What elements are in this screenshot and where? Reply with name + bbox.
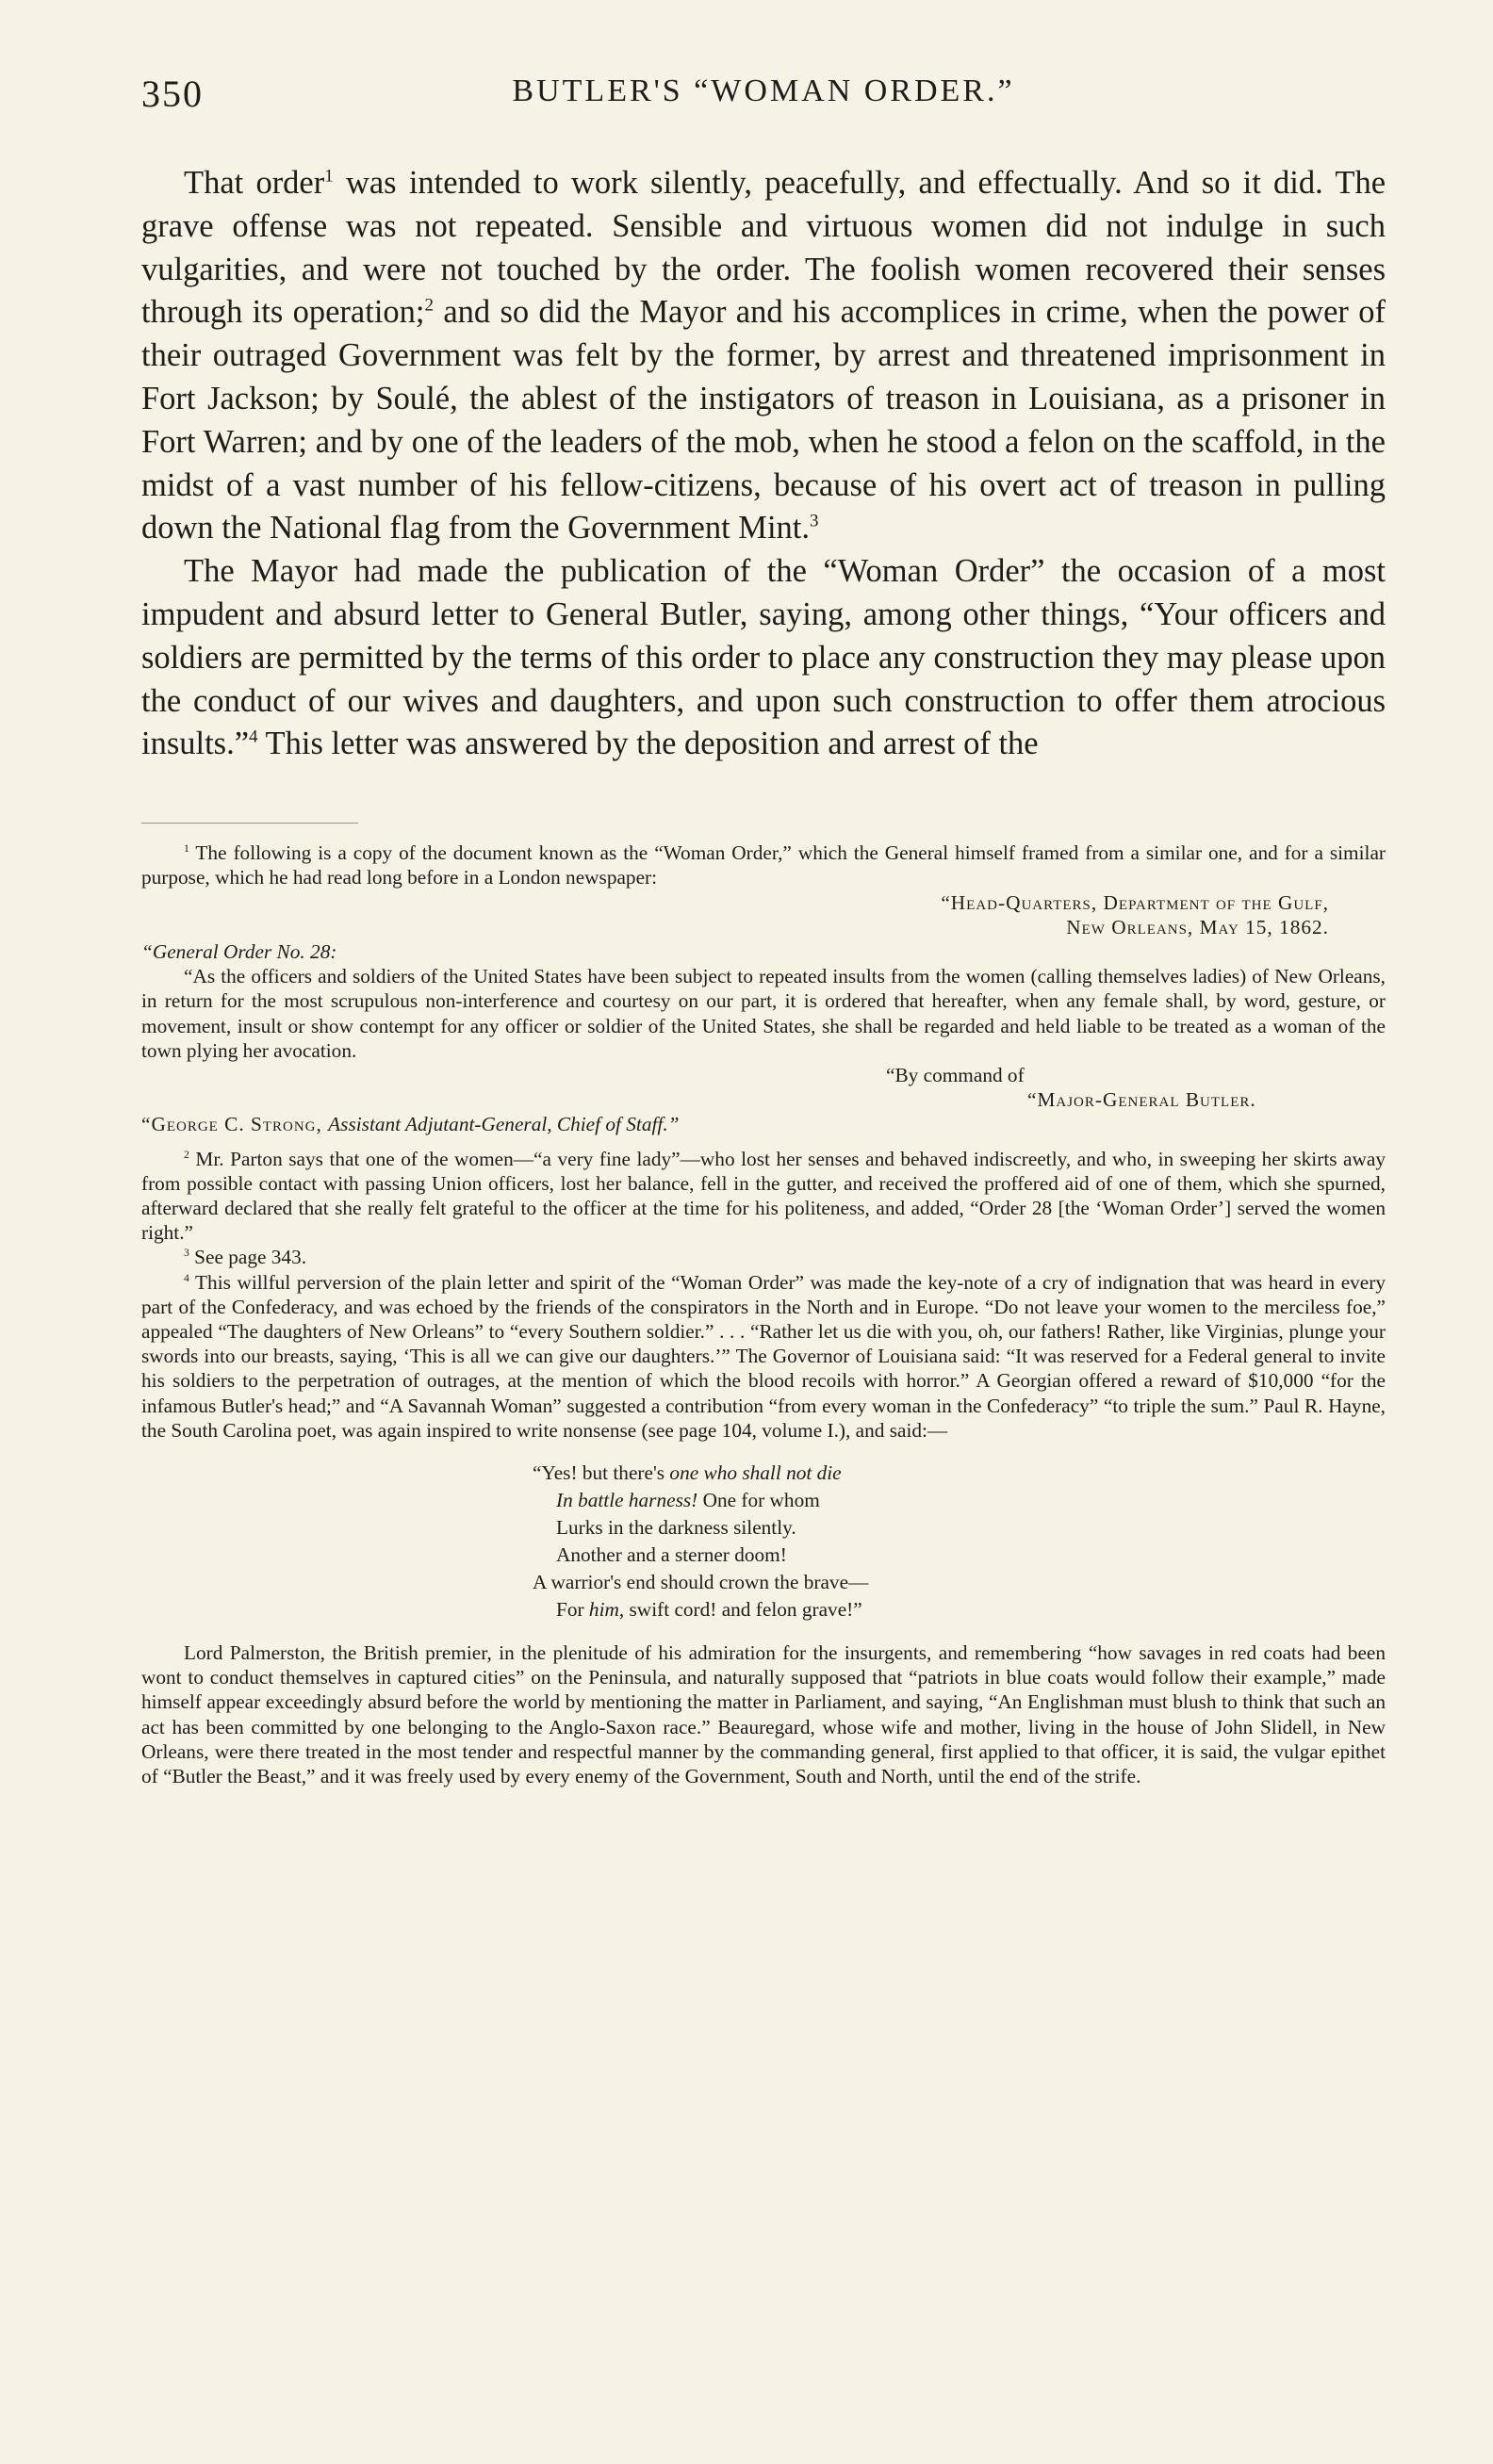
text-run: one who shall not die — [669, 1461, 842, 1485]
footnote-text: This willful perversion of the plain letter and spirit of the “Woman Order” was made the key-note of a cry of indignation that was heard in every part of the Confederacy, and was echoed by the friends of the conspirators in the North and in Europe. “Do not leave your women to the merciless foe,” appealed “The daughters of New Orleans” to “every Southern soldier.” . . . “Rather let us die with you, oh, our fathers! Rather, like Virginias, plunge your swords into our breasts, saying, ‘This is all we can give our daughters.’” The Governor of Louisiana said: “It was reserved for a Federal general to invite his soldiers to the perpetration of outrages, at the mention of which the blood recoils with horror.” A Georgian offered a reward of $10,000 “for the infamous Butler's head;” and “A Savannah Woman” suggested a contribution “from every woman in the Confederacy” “to triple the sum.” Paul R. Hayne, the South Carolina poet, was again inspired to write nonsense (see page 104, volume I.), and said:— — [141, 1270, 1386, 1442]
text-run: him — [588, 1598, 619, 1622]
by-command: “By command of — [886, 1063, 1025, 1086]
poem-line — [533, 1460, 1386, 1487]
text-run: was intended to work silently, peacefully, and effectually. And so it did. The grave offense was not repeated. Sensible and virtuous women did not indulge in such vulgarities, and were not touched by the order. The foolish women recovered their senses through its operation; — [141, 165, 1386, 331]
signer: “Major-General Butler. — [1027, 1088, 1256, 1112]
strong-title: Assistant Adjutant-General, Chief of Staff.” — [328, 1113, 680, 1136]
text-run: “Yes! but there's — [533, 1461, 670, 1485]
palmerston-paragraph: Lord Palmerston, the British premier, in the plenitude of his admiration for the insurgents, and remembering “how savages in red coats had been wont to conduct themselves in captured cities” on the Peninsula, and naturally supposed that “patriots in blue coats would follow their example,” made himself appear exceedingly absurd before the world by mentioning the matter in Parliament, and saying, “An Englishman must blush to think that such an act has been committed by one belonging to the Anglo-Saxon race.” Beauregard, whose wife and mother, living in the house of John Slidell, in New Orleans, were there treated in the most tender and respectful manner by the commanding general, first applied to that officer, it is said, the vulgar epithet of “Butler the Beast,” and it was freely used by every enemy of the Government, South and North, until the end of the strife. — [141, 1641, 1386, 1788]
text-run: This letter was answered by the deposition and arrest of the — [257, 726, 1039, 762]
poem — [533, 1460, 1386, 1624]
book-page — [141, 66, 1386, 1788]
footnote-mark: 3 — [184, 1247, 189, 1260]
strong-signature — [141, 1112, 1386, 1136]
footnote-mark: 4 — [184, 1271, 189, 1284]
poem-line — [533, 1596, 1386, 1624]
poem-line — [533, 1487, 1386, 1514]
strong-name: “George C. Strong, — [141, 1113, 329, 1136]
hq-line-2: New Orleans, May 15, 1862. — [1066, 915, 1329, 938]
footnote-2 — [141, 1147, 1386, 1246]
footnote-text: See page 343. — [189, 1246, 307, 1269]
text-run: The Mayor had made the publication of the “Woman Order” the occasion of a most impudent and absurd letter to General Butler, saying, among other things, “Your officers and soldiers are permitted by the terms of this order to place any construction they may please upon the conduct of our wives and daughters, and upon such construction to offer them atrocious insults.” — [141, 553, 1386, 762]
text-run: That order — [184, 165, 325, 201]
page-number: 350 — [141, 73, 204, 115]
hq-line-1: “Head-Quarters, Department of the Gulf, — [941, 890, 1329, 914]
running-head — [141, 66, 1386, 122]
footnote-1 — [141, 840, 1386, 889]
footnote-4 — [141, 1270, 1386, 1443]
order-text: “As the officers and soldiers of the United States have been subject to repeated insults from the women (calling themselves ladies) of New Orleans, in return for the most scrupulous non-interference and courtesy on our part, it is ordered that hereafter, when any female shall, by word, gesture, or movement, insult or show contempt for any officer or soldier of the United States, she shall be regarded and held liable to be treated as a woman of the town plying her avocation. — [141, 965, 1386, 1062]
text-run: and so did the Mayor and his accomplices in crime, when the power of their outraged Government was felt by the former, by arrest and threatened imprisonment in Fort Jackson; by Soulé, the ablest of the instigators of treason in Louisiana, as a prisoner in Fort Warren; and by one of the leaders of the mob, when he stood a felon on the scaffold, in the midst of a vast number of his fellow-citizens, because of his overt act of treason in pulling down the National flag from the Government Mint. — [141, 294, 1386, 547]
footnote-mark: 2 — [184, 1148, 189, 1161]
footnote-ref: 1 — [324, 166, 334, 187]
footnote-ref: 3 — [810, 511, 819, 531]
main-text — [141, 162, 1386, 766]
footnotes — [141, 840, 1386, 1788]
text-run: , swift cord! and felon grave!” — [618, 1598, 862, 1622]
poem-line: Another and a sterner doom! — [556, 1543, 787, 1567]
footnote-rule — [141, 823, 358, 824]
footnote-text: The following is a copy of the document known as the “Woman Order,” which the General himself framed from a similar one, and for a similar purpose, which he had read long before in a London newspaper: — [141, 841, 1386, 889]
footnote-mark: 1 — [184, 842, 189, 856]
paragraph-2 — [141, 550, 1386, 766]
paragraph-1 — [141, 162, 1386, 550]
order-title-text: “General Order No. 28: — [141, 939, 337, 963]
footnote-ref: 4 — [249, 726, 258, 747]
running-title: BUTLER'S “WOMAN ORDER.” — [512, 73, 1015, 108]
footnote-text: Mr. Parton says that one of the women—“a very fine lady”—who lost her senses and behaved indiscreetly, and who, in sweeping her skirts away from possible contact with passing Union officers, lost her balance, fell in the gutter, and received the proffered aid of one of them, which she spurned, afterward declared that she really felt grateful to the officer at the time for his politeness, and added, “Order 28 [the ‘Woman Order’] served the women right.” — [141, 1147, 1386, 1245]
text-run: For — [556, 1598, 589, 1622]
text-run: One for whom — [697, 1489, 820, 1512]
footnote-3 — [141, 1245, 1386, 1269]
order-title — [141, 939, 1386, 964]
text-run: In battle harness! — [556, 1489, 698, 1512]
poem-line: Lurks in the darkness silently. — [556, 1516, 796, 1540]
footnote-ref: 2 — [424, 295, 434, 316]
poem-line: A warrior's end should crown the brave— — [533, 1571, 869, 1594]
